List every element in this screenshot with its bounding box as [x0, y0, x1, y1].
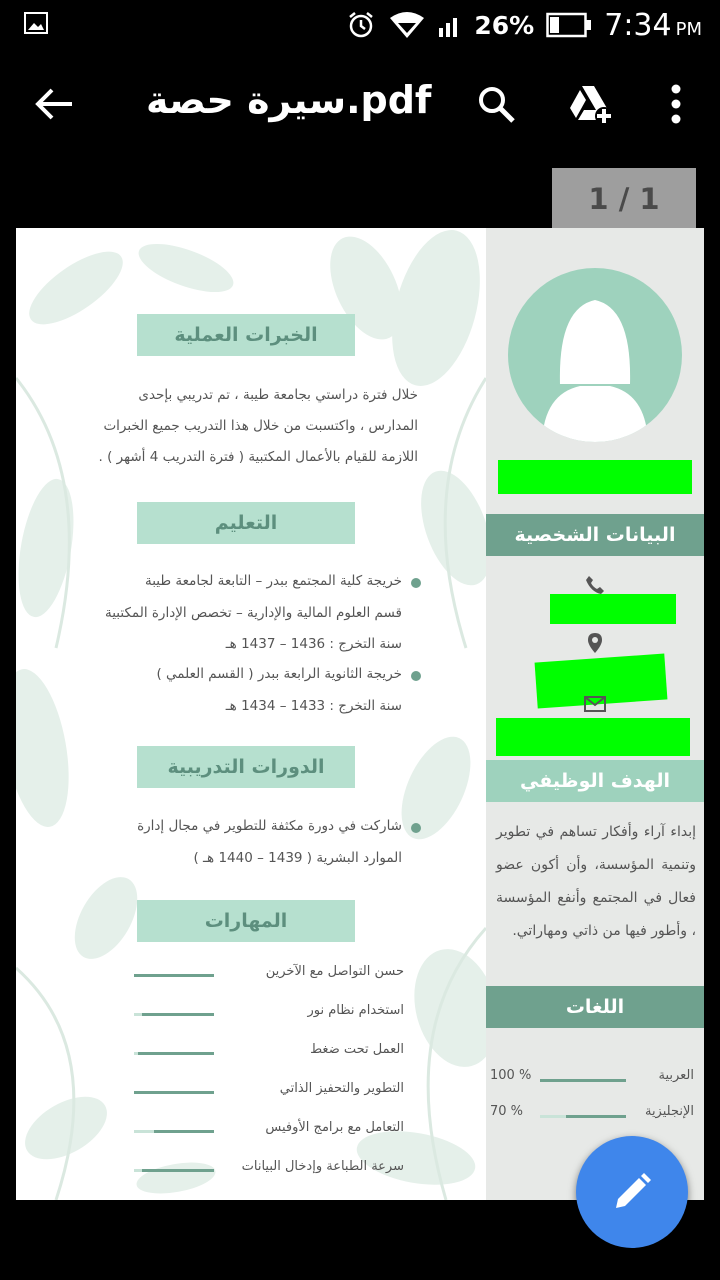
courses-text	[72, 811, 402, 874]
signal-icon	[438, 12, 462, 38]
courses-line: الموارد البشرية ( 1439 – 1440 هـ )	[193, 849, 402, 866]
redacted-email	[496, 718, 690, 756]
skill-name: حسن التواصل مع الآخرين	[265, 964, 404, 979]
skills-heading: المهارات	[137, 900, 355, 942]
phone-icon	[584, 574, 606, 596]
skill-level-fill	[142, 1169, 214, 1172]
education-line: قسم العلوم المالية والإدارية – تخصص الإدارة المكتبية	[104, 604, 402, 621]
email-icon	[584, 692, 606, 714]
skill-level-fill	[142, 1013, 214, 1016]
experience-line: خلال فترة دراستي بجامعة طيبة ، تم تدريبي بإحدى	[138, 387, 418, 403]
education-heading: التعليم	[137, 502, 355, 544]
courses-line: شاركت في دورة مكثفة للتطوير في مجال إدارة	[137, 818, 402, 834]
education-line: سنة التخرج : 1433 – 1434 هـ	[225, 697, 402, 714]
objective-text: إبداء آراء وأفكار تساهم في تطوير وتنمية المؤسسة، وأن أكون عضو فعال في المجتمع وأنفع المؤسسة ، وأطور فيها من ذاتي ومهاراتي.	[496, 824, 696, 939]
alarm-icon	[346, 10, 376, 40]
courses-bullet	[411, 823, 421, 833]
skill-row	[134, 1077, 404, 1107]
page-indicator: 1 / 1	[552, 168, 696, 230]
language-name: العربية	[658, 1068, 694, 1083]
language-percent: 70 %	[490, 1104, 524, 1119]
language-name: الإنجليزية	[644, 1104, 694, 1119]
skill-row	[134, 999, 404, 1029]
language-level-fill	[566, 1115, 626, 1118]
experience-heading: الخبرات العملية	[137, 314, 355, 356]
education-line: خريجة كلية المجتمع ببدر – التابعة لجامعة طيبة	[145, 573, 402, 589]
person-silhouette-icon	[508, 268, 682, 442]
education-bullet	[411, 671, 421, 681]
experience-line: اللازمة للقيام بالأعمال المكتبية ( فترة التدريب 4 أشهر ) .	[98, 449, 418, 465]
clock-time: 7:34	[604, 7, 672, 43]
skill-level-bar	[134, 1130, 214, 1133]
app-bar	[0, 50, 720, 158]
skill-name: العمل تحت ضغط	[310, 1042, 404, 1057]
skill-row	[134, 1038, 404, 1068]
skill-level-bar	[134, 1013, 214, 1016]
avatar	[508, 268, 682, 442]
skill-level-fill	[134, 974, 214, 977]
language-level-bar	[540, 1115, 626, 1118]
courses-heading: الدورات التدريبية	[137, 746, 355, 788]
skill-row	[134, 1155, 404, 1185]
education-line: سنة التخرج : 1436 – 1437 هـ	[225, 636, 402, 652]
objective-heading: الهدف الوظيفي	[486, 760, 704, 802]
redacted-phone	[550, 594, 676, 624]
personal-data-heading: البيانات الشخصية	[486, 514, 704, 556]
battery-percent: 26%	[474, 10, 535, 40]
status-bar	[0, 0, 720, 50]
redacted-name	[498, 460, 692, 494]
skill-level-bar	[134, 1091, 214, 1094]
education-entry	[72, 566, 402, 661]
education-line: خريجة الثانوية الرابعة ببدر ( القسم العلمي )	[156, 666, 402, 682]
skill-row	[134, 1116, 404, 1146]
back-arrow-icon[interactable]	[34, 86, 74, 122]
skill-name: التعامل مع برامج الأوفيس	[265, 1120, 404, 1135]
skill-level-bar	[134, 974, 214, 977]
skill-name: استخدام نظام نور	[307, 1003, 404, 1018]
skill-level-fill	[134, 1091, 214, 1094]
skill-level-fill	[154, 1130, 214, 1133]
experience-line: المدارس ، واكتسبت من خلال هذا التدريب جميع الخبرات	[103, 418, 418, 434]
skill-row	[134, 960, 404, 990]
search-icon[interactable]	[476, 84, 516, 124]
more-vert-icon[interactable]	[668, 84, 684, 124]
language-level-bar	[540, 1079, 626, 1082]
experience-text	[72, 380, 418, 473]
language-level-fill	[540, 1079, 626, 1082]
battery-icon	[546, 12, 592, 38]
language-row	[486, 1104, 704, 1128]
skill-level-bar	[134, 1052, 214, 1055]
clock-ampm: PM	[675, 18, 702, 40]
languages-heading: اللغات	[486, 986, 704, 1028]
status-right	[346, 6, 702, 44]
education-bullet	[411, 578, 421, 588]
education-entry	[72, 659, 402, 722]
pdf-viewer[interactable]	[0, 158, 720, 1280]
location-pin-icon	[584, 632, 606, 654]
edit-button[interactable]	[576, 1136, 688, 1248]
clock	[604, 8, 702, 43]
language-percent: 100 %	[490, 1068, 532, 1083]
document-title: سيرة حصة.pdf	[146, 78, 432, 122]
gallery-icon	[24, 12, 48, 34]
pdf-page[interactable]	[16, 228, 704, 1200]
resume-sidebar	[486, 228, 704, 1200]
wifi-icon	[388, 10, 426, 40]
skill-level-fill	[138, 1052, 214, 1055]
drive-add-icon[interactable]	[568, 84, 614, 126]
skill-name: سرعة الطباعة وإدخال البيانات	[241, 1159, 404, 1174]
edit-pencil-icon	[612, 1172, 652, 1212]
skill-level-bar	[134, 1169, 214, 1172]
skill-name: التطوير والتحفيز الذاتي	[279, 1081, 404, 1096]
language-row	[486, 1068, 704, 1092]
